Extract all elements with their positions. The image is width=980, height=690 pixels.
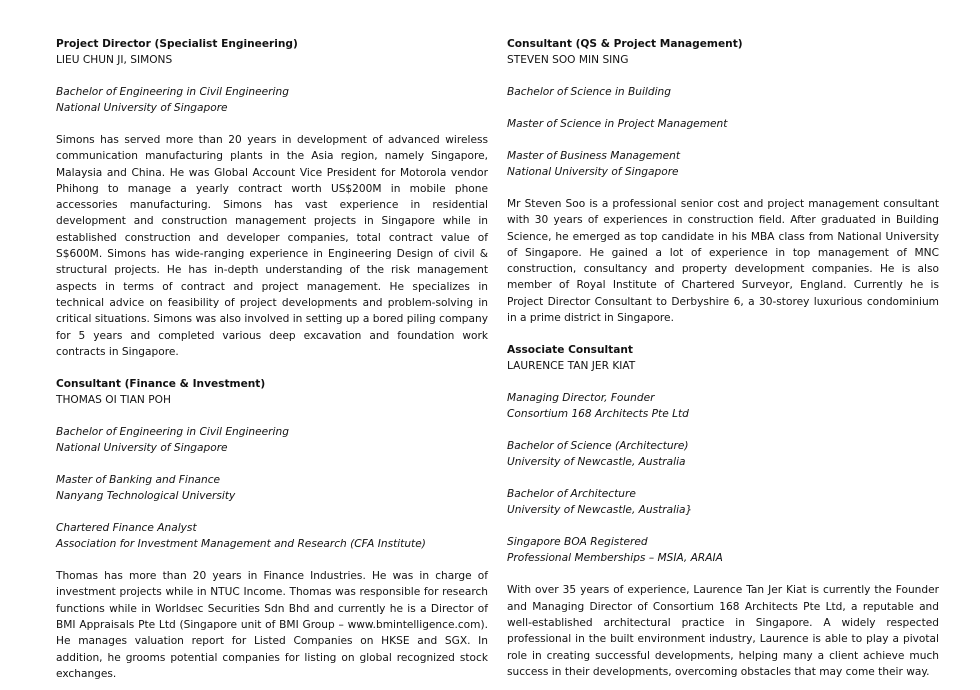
profile-steven [507, 36, 939, 326]
profile-bio: Mr Steven Soo is a professional senior cost and project management consultant with 30 years of experiences in construction field. After graduated in Building Science, he emerged as top candidate in his MBA class from National University of Singapore. He gained a lot of experience in top management of MNC construction, consultancy and property development companies. He is also member of Royal Institute of Chartered Surveyor, England. Currently he is Project Director Consultant to Derbyshire 6, a 30-storey luxurious condominium in a prime district in Singapore. [507, 198, 939, 325]
qualification-line: Master of Banking and Finance [56, 474, 221, 487]
qualification-line: Bachelor of Engineering in Civil Engineering [56, 426, 289, 439]
profile-name: LIEU CHUN JI, SIMONS [56, 54, 173, 66]
profile-simons [56, 36, 488, 360]
qualification-line: Nanyang Technological University [56, 490, 236, 503]
qualification-line: Association for Investment Management and Research (CFA Institute) [56, 538, 426, 551]
right-column [507, 36, 939, 680]
qualification-line: National University of Singapore [507, 166, 679, 178]
qualification-line: Managing Director, Founder [507, 392, 655, 405]
profile-name: THOMAS OI TIAN POH [56, 394, 171, 407]
qualification-line: Bachelor of Architecture [507, 488, 636, 501]
profile-title: Consultant (Finance & Investment) [56, 378, 266, 391]
profile-laurence [507, 342, 939, 680]
left-column [56, 36, 488, 682]
profile-name: STEVEN SOO MIN SING [507, 54, 629, 66]
qualification-line: Professional Memberships – MSIA, ARAIA [507, 552, 723, 565]
qualification-line: Master of Science in Project Management [507, 118, 728, 130]
qualification-line: National University of Singapore [56, 442, 228, 455]
profile-title: Consultant (QS & Project Management) [507, 38, 743, 50]
profile-name: LAURENCE TAN JER KIAT [507, 360, 636, 373]
qualification-line: Bachelor of Science (Architecture) [507, 440, 689, 453]
qualification-line: Chartered Finance Analyst [56, 522, 197, 535]
profile-thomas [56, 376, 488, 682]
qualification-line: Singapore BOA Registered [507, 536, 648, 549]
qualification-line: Master of Business Management [507, 150, 680, 162]
qualification-line: National University of Singapore [56, 102, 228, 114]
qualification-line: University of Newcastle, Australia} [507, 504, 693, 517]
qualification-line: University of Newcastle, Australia [507, 456, 686, 469]
profile-bio: With over 35 years of experience, Laurence Tan Jer Kiat is currently the Founder and Managing Director of Consortium 168 Architects Pte Ltd, a reputable and well-established architectural practice in Singapore. A widely respected professional in the built environment industry, Laurence is able to play a pivotal role in creating successful developments, helping many a client achieve much success in their developments, overcoming obstacles that may come their way. [507, 584, 939, 678]
profile-bio: Thomas has more than 20 years in Finance Industries. He was in charge of investment projects while in NTUC Income. Thomas was responsible for research functions while in Worldsec Securities Sdn Bhd and currently he is a Director of BMI Appraisals Pte Ltd (Singapore unit of BMI Group – www.bmintelligence.com). He manages valuation report for Listed Companies on HKSE and SGX. In addition, he grooms potential companies for listing on global recognized stock exchanges. [56, 570, 488, 680]
qualification-line: Consortium 168 Architects Pte Ltd [507, 408, 689, 421]
qualification-line: Bachelor of Science in Building [507, 86, 671, 98]
profile-title: Project Director (Specialist Engineering) [56, 38, 298, 50]
profile-bio: Simons has served more than 20 years in development of advanced wireless communication manufacturing plants in the Asia region, namely Singapore, Malaysia and China. He was Global Account Vice President for Motorola vendor Phihong to manage a yearly contract worth US$200M in mobile phone accessories manufacturing. Simons has vast experience in residential development and construction management projects in Singapore while in established construction and developer companies, total contract value of S$600M. Simons has wide-ranging experience in Engineering Design of civil & structural projects. He has in-depth understanding of the risk management aspects in terms of contract and project management. He specializes in technical advice on feasibility of project developments and problem-solving in critical situations. Simons was also involved in setting up a bored piling company for 5 years and completed various deep excavation and foundation work contracts in Singapore. [56, 134, 488, 358]
qualification-line: Bachelor of Engineering in Civil Engineering [56, 86, 289, 98]
profile-title: Associate Consultant [507, 344, 633, 357]
